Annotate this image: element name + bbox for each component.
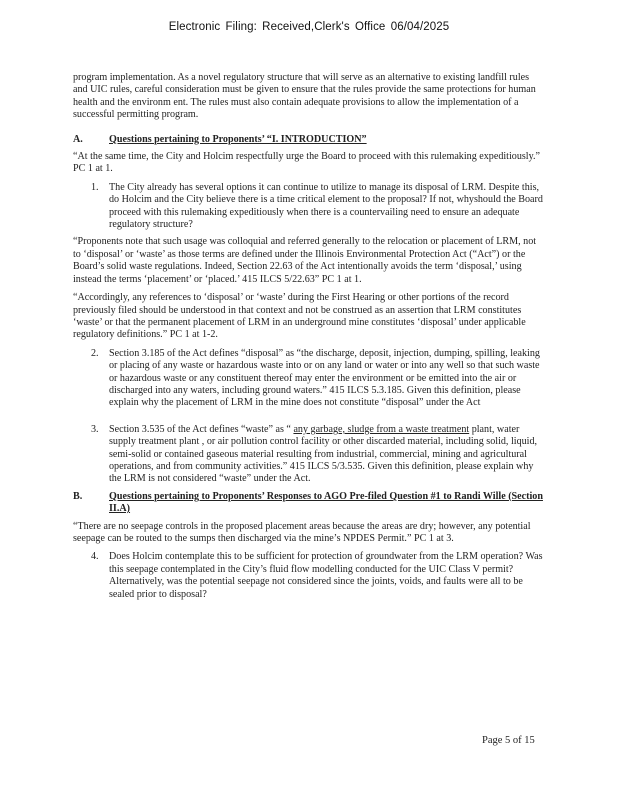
quote-paragraph: “Accordingly, any references to ‘disposal’ or ‘waste’ during the First Hearing or other portions of the record previously filed should be understood in that context and not be construed as an assertion that LRM constitutes ‘waste’ or that the permanent placement of LRM in an underground mine constitutes ‘disposal’ under applicable regulatory definitions.” PC 1 at 1-2. (73, 292, 526, 341)
filing-stamp-header: Electronic Filing: Received,Clerk's Office 06/04/2025 (168, 21, 450, 33)
document-body (73, 72, 545, 606)
question-4 (91, 551, 545, 601)
quote-paragraph: “There are no seepage controls in the proposed placement areas because the areas are dry; however, any potential seepage can be routed to the sumps then discharged via the mine’s NPDES Permit.” PC 1 at 3. (73, 520, 531, 544)
question-text: Section 3.185 of the Act defines “disposal” as “the discharge, deposit, injection, dumping, spilling, leaking or placing of any waste or hazardous waste into or on any land or water or into any well so that such waste or hazardous waste or any constituent thereof may enter the environment or be emitted into the air or discharged into any waters, including ground waters.” 415 ILCS 5.3.185. Given this definition, please explain why the placement of LRM in the mine does not constitute “disposal” under the Act (109, 347, 540, 409)
question-text: The City already has several options it can continue to utilize to manage its disposal of LRM. Despite this, do Holcim and the City believe there is a time critical element to the proposal? If not, whyshould the Board proceed with this rulemaking expeditiously when there is a countervailing need to ensure an adequate regulatory structure? (109, 181, 543, 231)
section-b-letter: B. (73, 490, 83, 502)
intro-paragraph: program implementation. As a novel regulatory structure that will serve as an alternative to existing landfill rules and UIC rules, careful consideration must be given to ensure that the rules provide the same protections for human health and the environm ent. The rules must also contain adequate provisions to allow the implementation of a successful permitting program. (73, 72, 536, 121)
question-number: 4. (91, 551, 99, 563)
question-number: 2. (91, 347, 99, 359)
section-a-letter: A. (73, 133, 83, 145)
question-number: 1. (91, 181, 99, 193)
quote-paragraph: “Proponents note that such usage was colloquial and referred generally to the relocation or placement of LRM, not to ‘disposal’ or ‘waste’ as those terms are defined under the Illinois Environmental Protection Act (“Act”) or the Board’s solid waste regulations. Indeed, Section 22.63 of the Act intentionally avoids the term ‘disposal,’ using instead the terms ‘placement’ or ‘placed.’ 415 ILCS 5/22.63” PC 1 at 1. (73, 236, 537, 285)
question-text: Does Holcim contemplate this to be sufficient for protection of groundwater from the LRM operation? Was this seepage contemplated in the City’s fluid flow modelling conducted for the UIC Class V permit? Alternatively, was the potential seepage not considered since the joints, voids, and faults were all to be sealed prior to disposal? (109, 551, 543, 600)
question-1 (91, 182, 545, 232)
question-number: 3. (91, 423, 99, 435)
question-rest-text: plant, water supply treatment plant , or air pollution control facility or other discarded material, including solid, liquid, semi-solid or contained gaseous material resulting from industrial, commercial, mining and agricultural operations, and from community activities.” 415 ILCS 5/3.535. Given this definition, please explain why the LRM is not considered “waste” under the Act. (109, 423, 538, 485)
section-a-heading (73, 134, 545, 146)
spacer (73, 415, 545, 424)
question-3 (91, 424, 545, 486)
question-lead-text: Section 3.535 of the Act defines “waste” as “ (109, 423, 294, 435)
quote-paragraph: “At the same time, the City and Holcim respectfully urge the Board to proceed with this rulemaking expeditiously.” PC 1 at 1. (73, 151, 540, 175)
question-text (109, 424, 545, 486)
question-2 (91, 348, 545, 410)
section-a-title: Questions pertaining to Proponents’ “I. INTRODUCTION” (109, 133, 367, 145)
underlined-definition: any garbage, sludge from a waste treatment (293, 423, 470, 435)
section-b-heading (73, 491, 545, 516)
page-number: Page 5 of 15 (482, 735, 535, 746)
section-b-title: Questions pertaining to Proponents’ Responses to AGO Pre-filed Question #1 to Randi Wille (Section II.A) (109, 490, 543, 515)
